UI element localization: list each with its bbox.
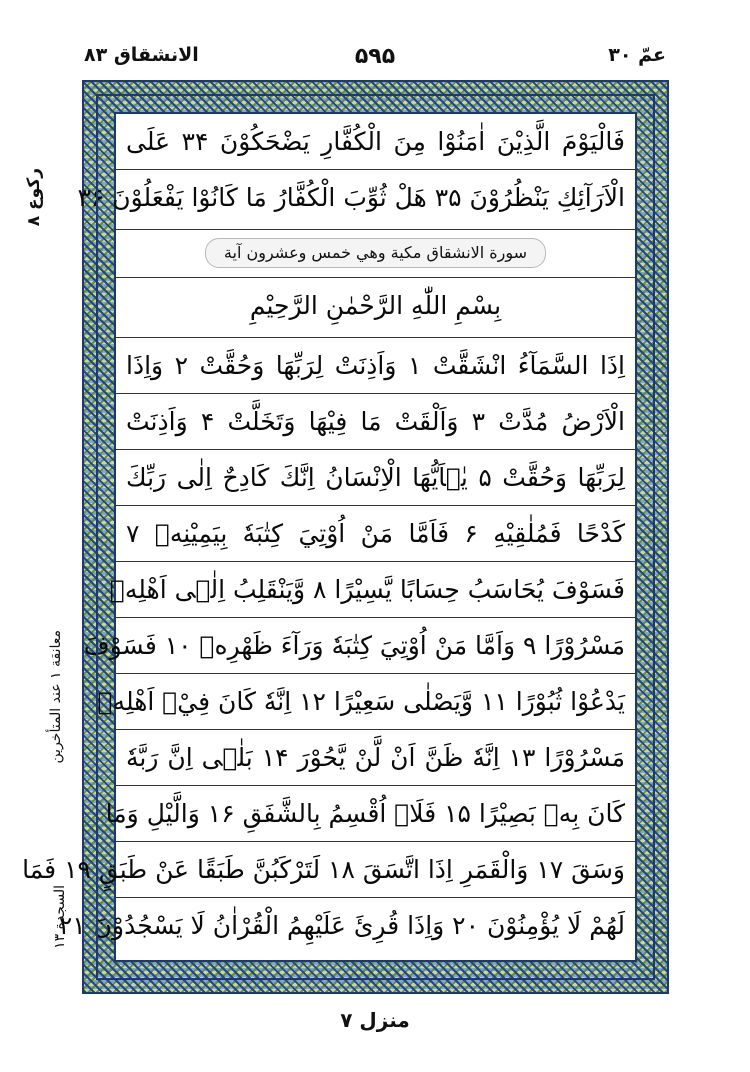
- surah-title-banner: [116, 230, 635, 278]
- verse-line: مَسْرُوْرًا ۹ وَاَمَّا مَنْ اُوْتِيَ كِتٰبَهٗ وَرَآءَ ظَهْرِهٖ ۱۰ فَسَوْفَ: [116, 618, 635, 674]
- verse-line: الْاَرْضُ مُدَّتْ ۳ وَاَلْقَتْ مَا فِيْهَا وَتَخَلَّتْ ۴ وَاَذِنَتْ: [116, 394, 635, 450]
- verse-line: الْاَرَآئِكِ يَنْظُرُوْنَ ۳۵ هَلْ ثُوِّبَ الْكُفَّارُ مَا كَانُوْا يَفْعَلُوْنَ ۳۶: [116, 170, 635, 230]
- cross-reference-note: معانقة ۱ عند المتأخرين: [48, 630, 64, 764]
- verse-line: وَسَقَ ۱۷ وَالْقَمَرِ اِذَا اتَّسَقَ ۱۸ لَتَرْكَبُنَّ طَبَقًا عَنْ طَبَقٍ ۱۹ فَمَا: [116, 842, 635, 898]
- verse-line: كَانَ بِهٖ بَصِيْرًا ۱۵ فَلَاۤ اُقْسِمُ بِالشَّفَقِ ۱۶ وَالَّيْلِ وَمَا: [116, 786, 635, 842]
- juz-label: عمّ ٣٠: [608, 44, 666, 66]
- page-header: [0, 40, 750, 80]
- surah-title: سورة الانشقاق مكية وهي خمس وعشرون آية: [205, 238, 546, 268]
- verse-line: مَسْرُوْرًا ۱۳ اِنَّهٗ ظَنَّ اَنْ لَّنْ يَّحُوْرَ ۱۴ بَلٰۤى اِنَّ رَبَّهٗ: [116, 730, 635, 786]
- surah-name-label: الانشقاق ٨٣: [84, 44, 199, 66]
- verse-line: فَالْيَوْمَ الَّذِيْنَ اٰمَنُوْا مِنَ الْكُفَّارِ يَضْحَكُوْنَ ۳۴ عَلَى: [116, 114, 635, 170]
- ruku-marker: ركوع ٨: [24, 168, 44, 227]
- verse-line: لِرَبِّهَا وَحُقَّتْ ۵ يٰۤاَيُّهَا الْاِنْسَانُ اِنَّكَ كَادِحٌ اِلٰى رَبِّكَ: [116, 450, 635, 506]
- verse-line: كَدْحًا فَمُلٰقِيْهِ ۶ فَاَمَّا مَنْ اُوْتِيَ كِتٰبَهٗ بِيَمِيْنِهٖ ۷: [116, 506, 635, 562]
- verse-line: لَهُمْ لَا يُؤْمِنُوْنَ ۲۰ وَاِذَا قُرِئَ عَلَيْهِمُ الْقُرْاٰنُ لَا يَسْجُدُوْنَ ۲۱: [58, 911, 625, 940]
- basmala: بِسْمِ اللّٰهِ الرَّحْمٰنِ الرَّحِيْمِ: [116, 278, 635, 338]
- sajda-marker: السجدة ۱۳: [52, 885, 68, 949]
- verse-line: اِذَا السَّمَآءُ انْشَقَّتْ ۱ وَاَذِنَتْ لِرَبِّهَا وَحُقَّتْ ۲ وَاِذَا: [116, 338, 635, 394]
- verse-line: يَدْعُوْا ثُبُوْرًا ۱۱ وَّيَصْلٰى سَعِيْرًا ۱۲ اِنَّهٗ كَانَ فِيْۤ اَهْلِهٖ: [116, 674, 635, 730]
- page-number: ۵۹۵: [354, 44, 396, 69]
- manzil-label: منزل ٧: [340, 1008, 410, 1032]
- verse-line: فَسَوْفَ يُحَاسَبُ حِسَابًا يَّسِيْرًا ۸ وَّيَنْقَلِبُ اِلٰۤى اَهْلِهٖ: [116, 562, 635, 618]
